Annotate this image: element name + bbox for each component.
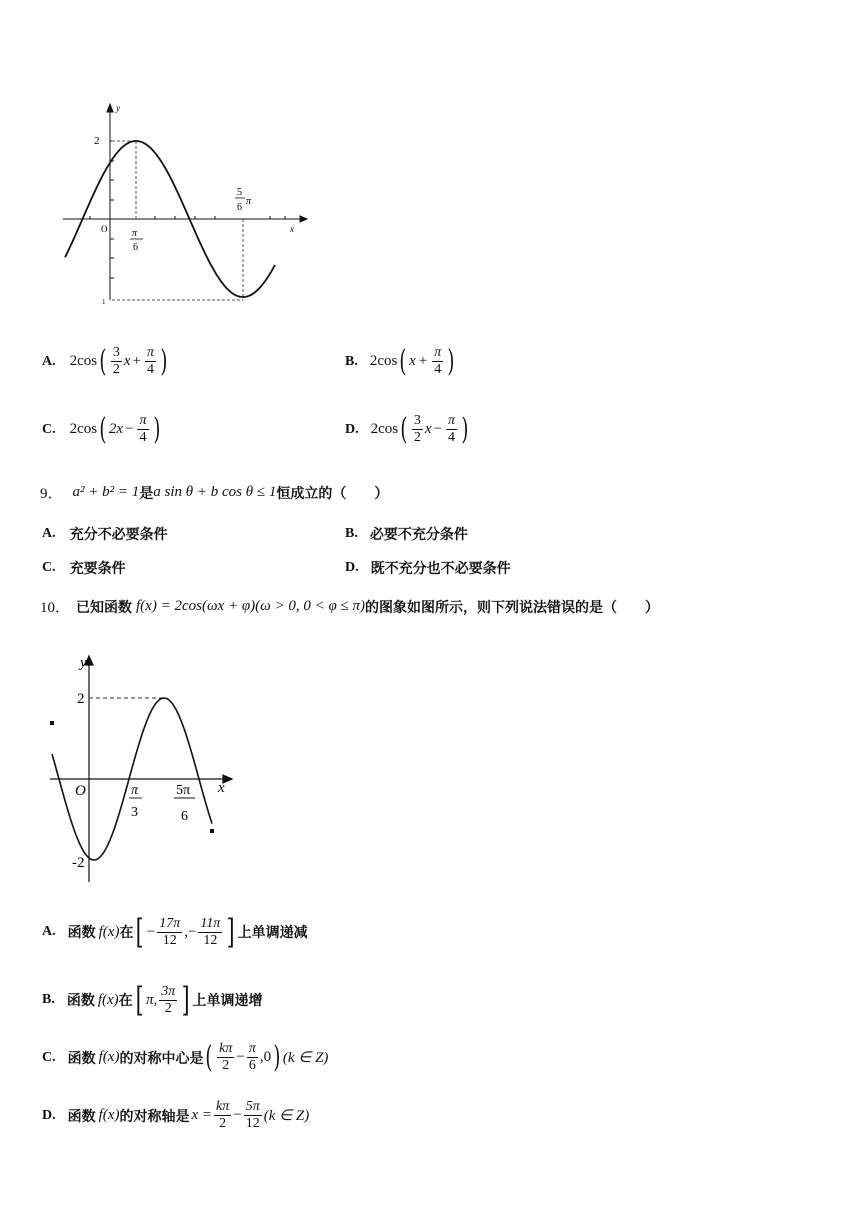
coef: 2cos (69, 353, 98, 369)
y-axis-label: y (116, 103, 120, 113)
x-axis-arrow (300, 216, 307, 222)
y-axis-label: y (80, 655, 87, 671)
origin-label: O (75, 783, 86, 799)
x-tick1-den: 3 (131, 805, 138, 820)
q8-option-a[interactable]: A. 2cos ( $\frac{3}{2}$ x + $\frac{\pi}{4}$ ) (42, 343, 168, 379)
q9-stem: 9． a² + b² = 1 是 a sin θ + b cos θ ≤ 1 恒成立的（ ） (40, 484, 389, 502)
option-letter: C. (42, 421, 56, 437)
graph-1 (55, 100, 315, 315)
origin-label: O (101, 224, 108, 234)
q9-option-b[interactable]: B. 必要不充分条件 (345, 526, 468, 543)
y-min-label: -2 (72, 855, 85, 871)
q10-stem: 10． 已知函数 f(x) = 2cos(ωx + φ)(ω > 0, 0 < φ ≤ π) 的图象如图所示，则下列说法错误的是（ ） (40, 598, 659, 616)
option-letter: D. (345, 421, 359, 437)
q8-option-d[interactable]: D. 2cos ( $\frac{3}{2}$ x − $\frac{\pi}{4}$ ) (345, 411, 469, 447)
x-axis-label: x (218, 780, 225, 796)
x-tick2-pi: π (246, 196, 252, 207)
question-number: 10． (40, 600, 71, 616)
y-max-label: 2 (77, 691, 85, 707)
y-max-label: 2 (94, 135, 100, 147)
x-tick2-num: 5 (237, 187, 242, 198)
q9-option-d[interactable]: D. 既不充分也不必要条件 (345, 560, 511, 577)
graph-2 (40, 650, 240, 890)
y-min-label: 1 (102, 298, 106, 306)
q10-option-d[interactable]: D. 函数 f(x) 的对称轴是 x = $\frac{k\pi}{2}$ − $\frac{5\pi}{12}$ (k ∈ Z) (42, 1099, 310, 1131)
q10-option-b[interactable]: B. 函数 f(x) 在 [ π, $\frac{3\pi}{2}$ ] 上单调递增 (42, 980, 263, 1020)
x-tick1-den: 6 (133, 242, 138, 253)
q8-option-b[interactable]: B. 2cos ( x + $\frac{\pi}{4}$ ) (345, 343, 455, 379)
q8-option-c[interactable]: C. 2cos ( 2x − $\frac{\pi}{4}$ ) (42, 411, 160, 447)
question-number: 9． (40, 486, 63, 502)
x-tick1-num: π (132, 228, 138, 239)
x-tick2-den: 6 (237, 202, 242, 213)
x-tick1-num: π (131, 783, 139, 798)
q9-option-c[interactable]: C. 充要条件 (42, 560, 126, 577)
q10-option-a[interactable]: A. 函数 f(x) 在 [ − $\frac{17\pi}{12}$ ,− $\frac{11\pi}{12}$ ] 上单调递减 (42, 912, 308, 952)
x-tick2-num: 5π (176, 783, 191, 798)
y-axis-arrow (107, 104, 113, 112)
q10-option-c[interactable]: C. 函数 f(x) 的对称中心是 ( $\frac{k\pi}{2}$ − $\frac{\pi}{6}$ ,0 ) (k ∈ Z) (42, 1039, 329, 1075)
q9-option-a[interactable]: A. 充分不必要条件 (42, 526, 168, 543)
option-letter: B. (345, 353, 358, 369)
x-tick2-den: 6 (181, 809, 188, 824)
option-letter: A. (42, 353, 56, 369)
x-axis-label: x (290, 224, 294, 234)
